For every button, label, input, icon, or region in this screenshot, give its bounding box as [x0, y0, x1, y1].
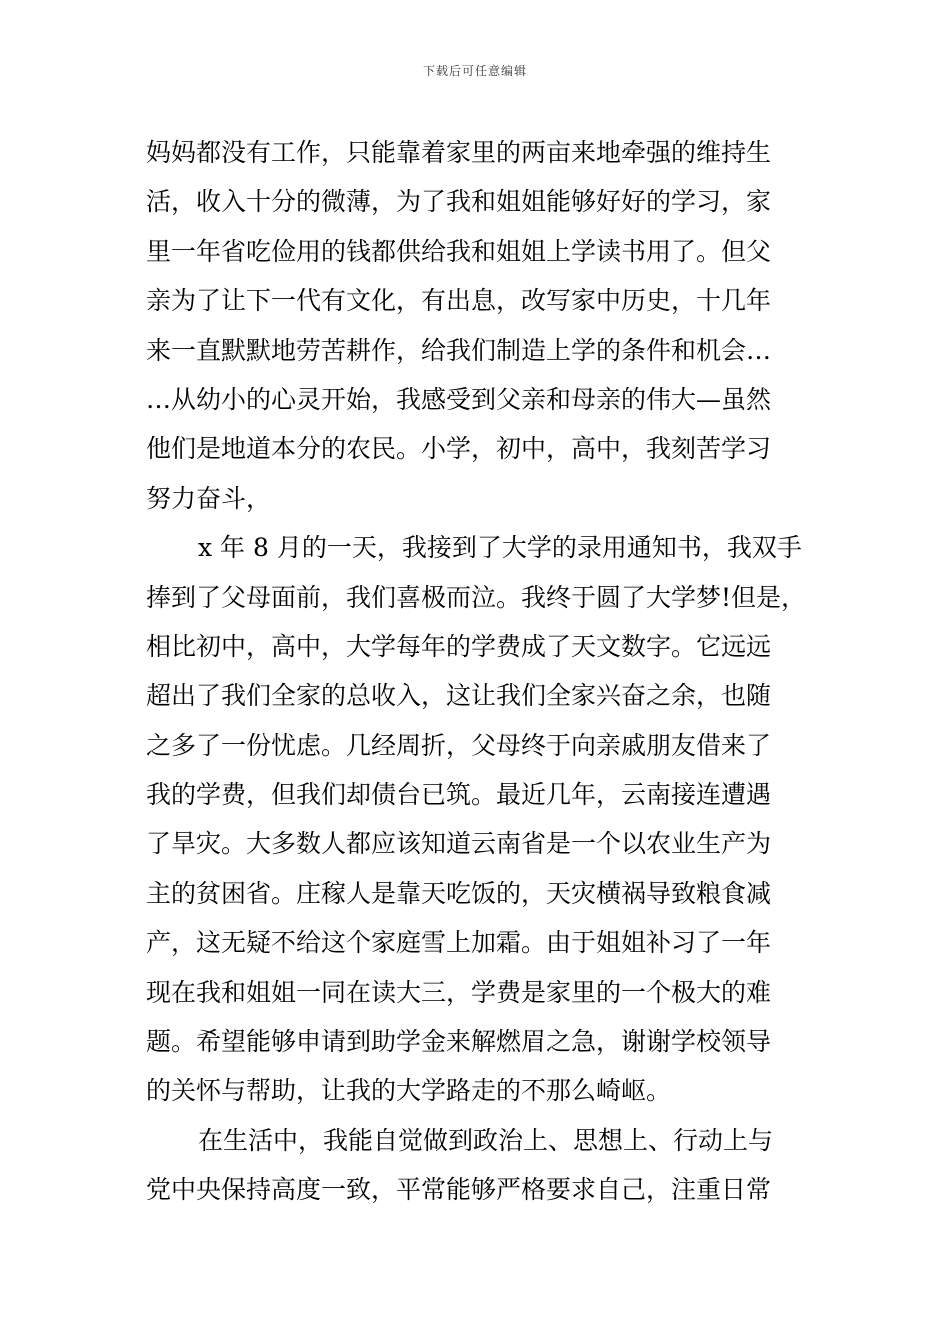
text-line: 了旱灾。大多数人都应该知道云南省是一个以农业生产为	[146, 829, 772, 859]
text-line: 相比初中，高中，大学每年的学费成了天文数字。它远远	[146, 631, 772, 661]
text-line: 党中央保持高度一致，平常能够严格要求自己，注重日常	[146, 1175, 772, 1205]
text-line: 里一年省吃俭用的钱都供给我和姐姐上学读书用了。但父	[146, 236, 772, 266]
body-text	[146, 128, 812, 1215]
text-line: 的关怀与帮助，让我的大学路走的不那么崎岖。	[146, 1076, 672, 1106]
text-line: 妈妈都没有工作，只能靠着家里的两亩来地牵强的维持生	[146, 138, 772, 167]
text-line: 来一直默默地劳苦耕作，给我们制造上学的条件和机会…	[146, 335, 772, 365]
text-line: 超出了我们全家的总收入，这让我们全家兴奋之余，也随	[146, 681, 772, 711]
text-line: 现在我和姐姐一同在读大三，学费是家里的一个极大的难	[146, 977, 772, 1007]
text-line: 捧到了父母面前，我们喜极而泣。我终于圆了大学梦!但是，	[146, 582, 807, 612]
text-line: 我的学费，但我们却债台已筑。最近几年，云南接连遭遇	[146, 780, 772, 810]
text-line: 努力奋斗，	[146, 483, 272, 513]
text-line: 题。希望能够申请到助学金来解燃眉之急，谢谢学校领导	[146, 1027, 772, 1057]
paragraph-first-line: x 年 8 月的一天，我接到了大学的录用通知书，我双手	[198, 533, 802, 563]
text-line: 活，收入十分的微薄，为了我和姐姐能够好好的学习，家	[146, 187, 772, 217]
text-line: 产，这无疑不给这个家庭雪上加霜。由于姐姐补习了一年	[146, 928, 772, 958]
paragraph-first-line: 在生活中，我能自觉做到政治上、思想上、行动上与	[198, 1125, 774, 1155]
page-header: 下载后可任意编辑	[422, 64, 527, 78]
text-line: 主的贫困省。庄稼人是靠天吃饭的，天灾横祸导致粮食减	[146, 878, 772, 908]
text-line: 他们是地道本分的农民。小学，初中，高中，我刻苦学习	[146, 434, 772, 464]
text-line: 亲为了让下一代有文化，有出息，改写家中历史，十几年	[146, 286, 772, 316]
text-line: 之多了一份忧虑。几经周折，父母终于向亲戚朋友借来了	[146, 730, 772, 760]
text-line: …从幼小的心灵开始，我感受到父亲和母亲的伟大—虽然	[146, 384, 772, 414]
